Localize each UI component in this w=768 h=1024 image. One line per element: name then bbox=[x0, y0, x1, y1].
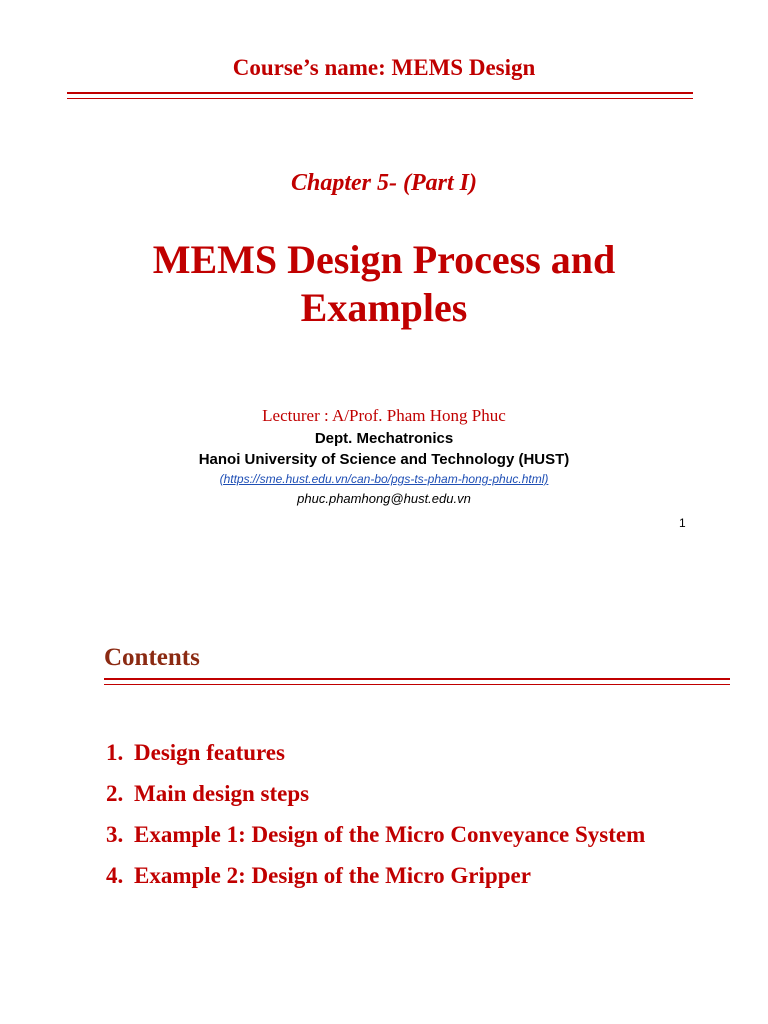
list-item bbox=[106, 861, 706, 891]
list-item bbox=[106, 820, 706, 850]
list-item bbox=[106, 738, 706, 768]
contents-slide bbox=[0, 620, 768, 1024]
slide-main-title bbox=[0, 236, 768, 332]
main-title-line-2: Examples bbox=[300, 285, 468, 330]
lecturer-profile-link-wrapper bbox=[0, 472, 768, 486]
list-item-text: Example 2: Design of the Micro Gripper bbox=[134, 863, 531, 888]
contents-heading: Contents bbox=[104, 644, 200, 671]
main-title-line-1: MEMS Design Process and bbox=[152, 237, 616, 282]
course-title: Course’s name: MEMS Design bbox=[232, 55, 536, 80]
list-item-number: 1. bbox=[106, 740, 124, 765]
contents-divider bbox=[104, 678, 730, 685]
department: Dept. Mechatronics bbox=[314, 430, 454, 447]
lecturer-name: Lecturer : A/Prof. Pham Hong Phuc bbox=[262, 406, 506, 425]
list-item-number: 4. bbox=[106, 863, 124, 888]
lecturer-email: phuc.phamhong@hust.edu.vn bbox=[297, 491, 471, 506]
university-name: Hanoi University of Science and Technology (HUST) bbox=[198, 451, 570, 468]
list-item-text: Design features bbox=[134, 740, 285, 765]
list-item-number: 3. bbox=[106, 822, 124, 847]
title-divider bbox=[67, 92, 693, 99]
list-item-text: Example 1: Design of the Micro Conveyance System bbox=[134, 822, 646, 847]
page-number: 1 bbox=[679, 516, 686, 530]
list-item-text: Main design steps bbox=[134, 781, 310, 806]
list-item-number: 2. bbox=[106, 781, 124, 806]
list-item bbox=[106, 779, 706, 809]
contents-list bbox=[106, 738, 706, 902]
lecturer-profile-link[interactable]: (https://sme.hust.edu.vn/can-bo/pgs-ts-pham-hong-phuc.html) bbox=[219, 472, 549, 486]
chapter-label: Chapter 5- (Part I) bbox=[291, 170, 477, 196]
